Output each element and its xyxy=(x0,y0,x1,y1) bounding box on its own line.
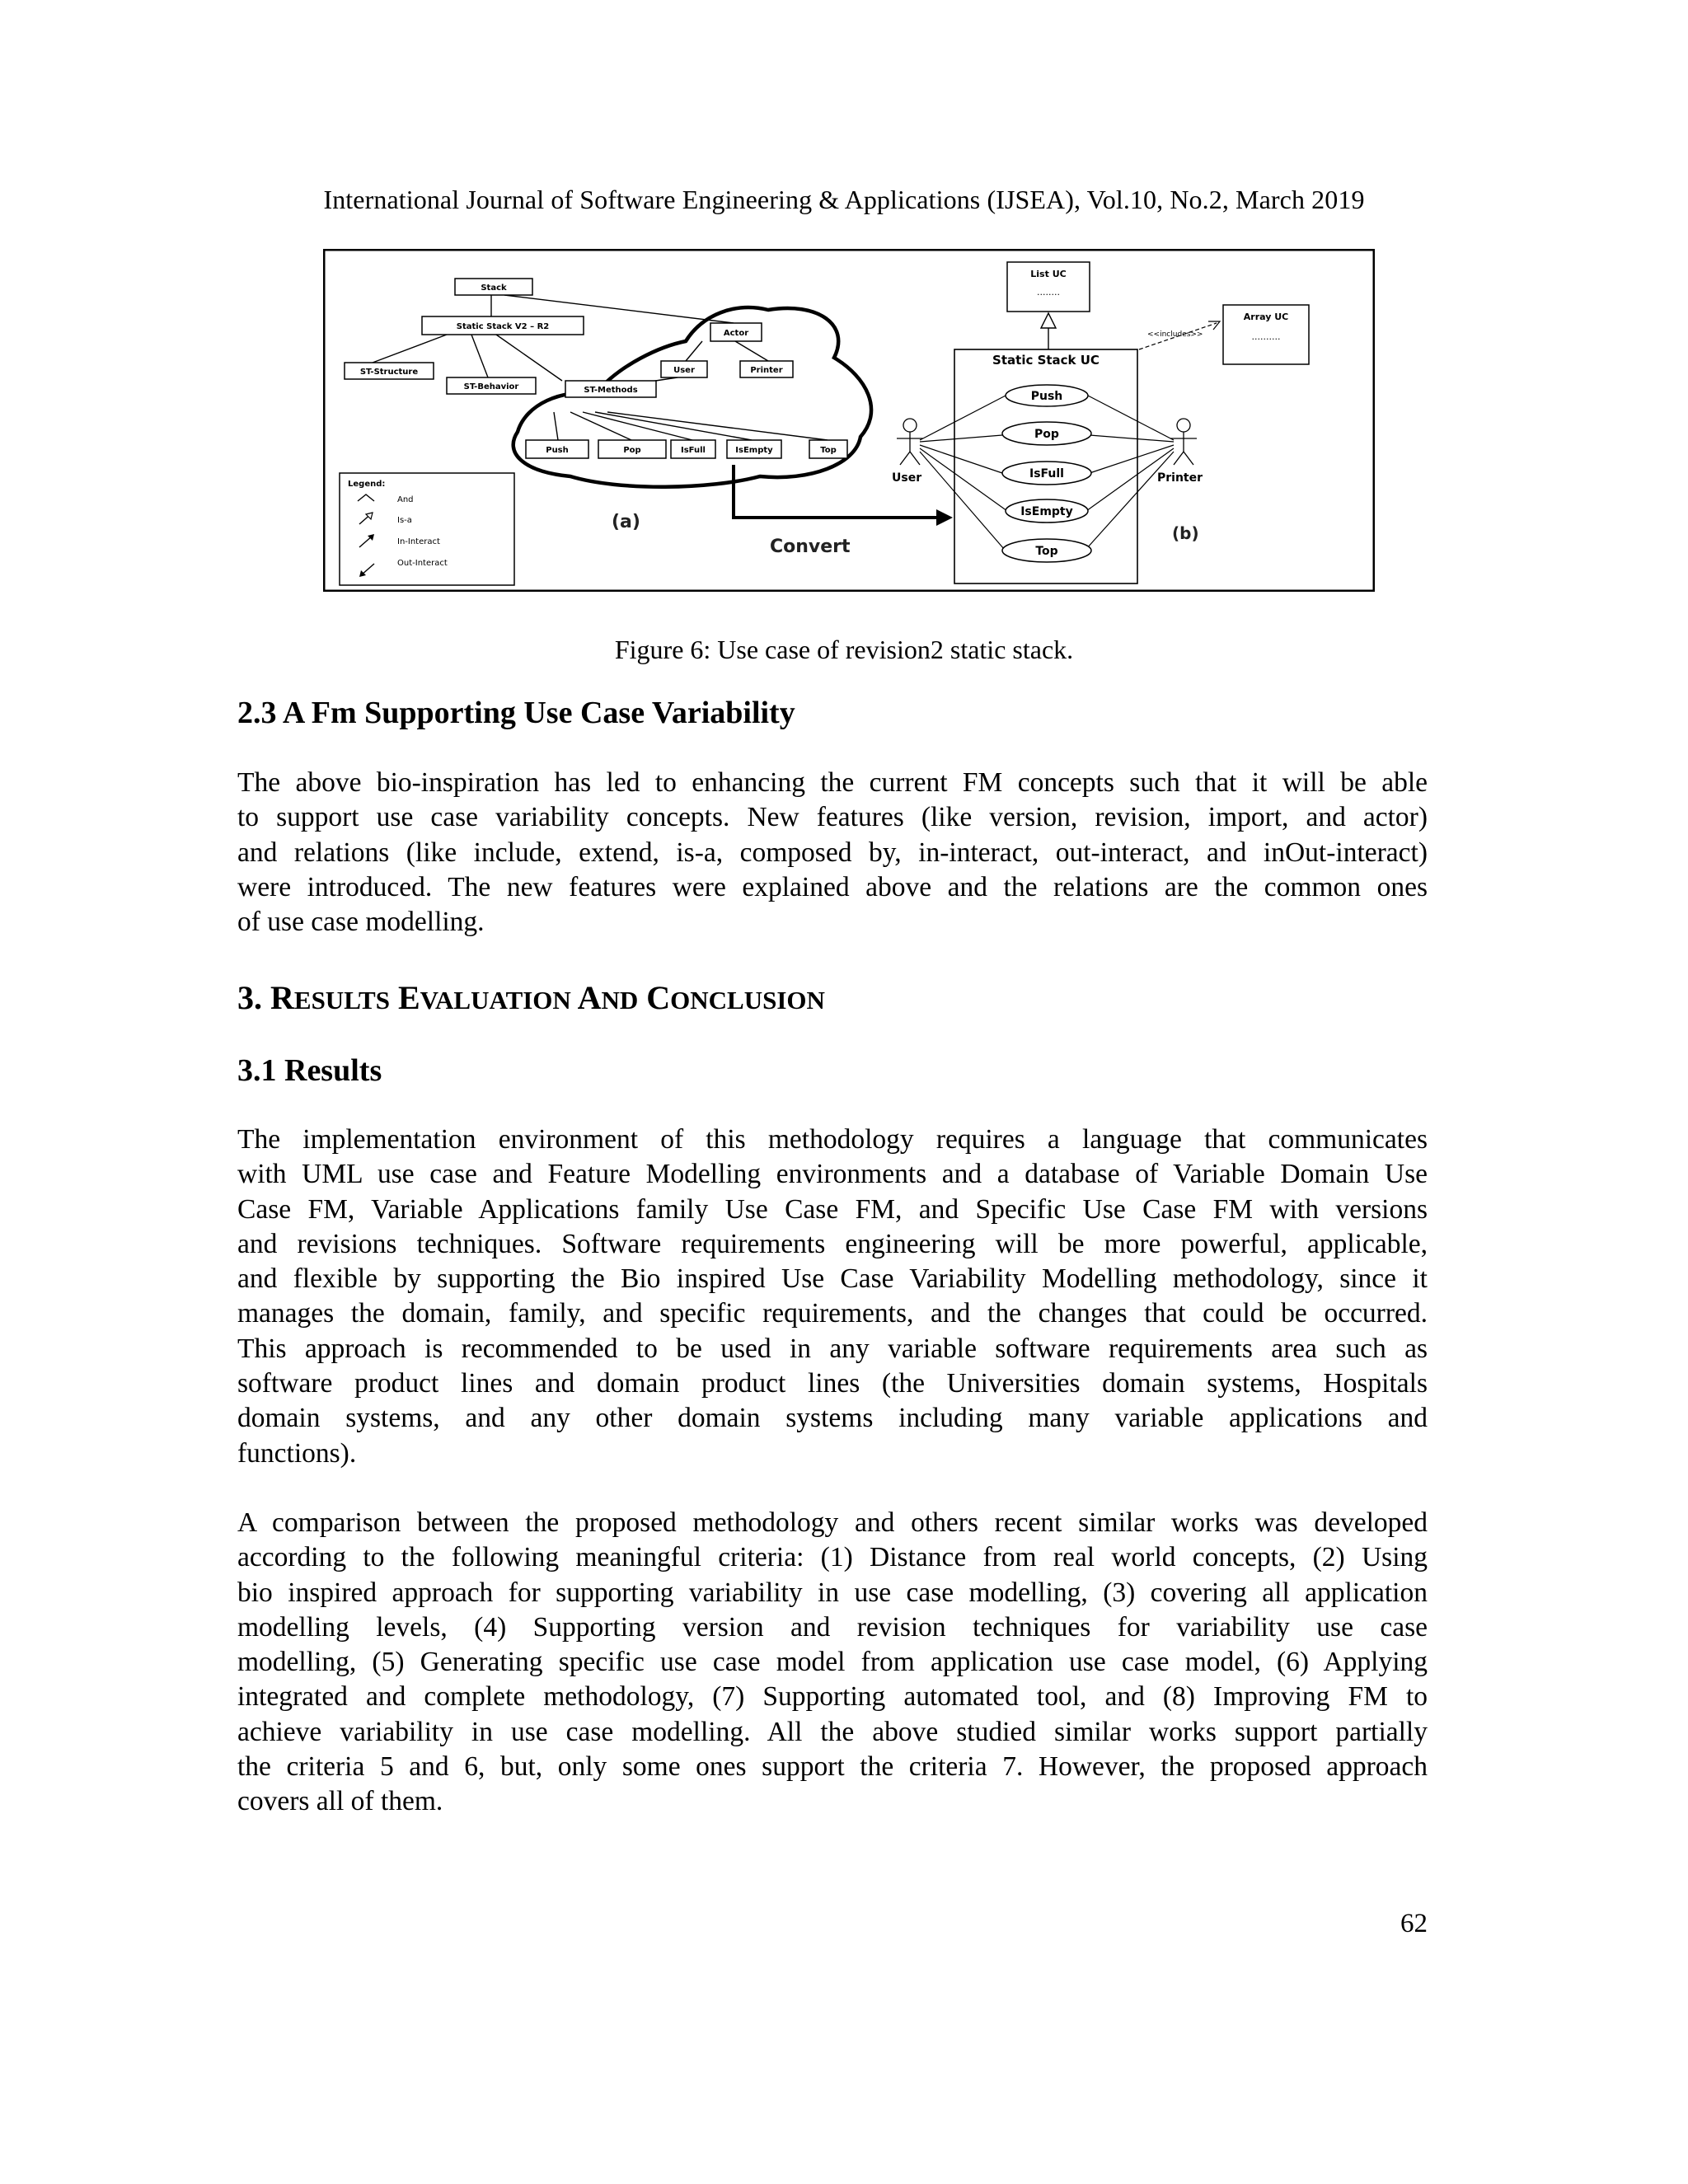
heading-cap: R xyxy=(270,979,294,1016)
use-case-label: IsEmpty xyxy=(1020,505,1073,518)
page-number: 62 xyxy=(1400,1909,1428,1938)
legend-item: And xyxy=(397,495,414,504)
list-uc-label: List UC xyxy=(1030,269,1067,279)
text-line: domain systems, and any other domain systems including many variable applications and xyxy=(237,1403,1428,1434)
legend-box xyxy=(340,473,514,585)
running-head: International Journal of Software Engineering & Applications (IJSEA), Vol.10, No.2, March 2019 xyxy=(323,185,1365,214)
heading-smallcaps: VALUATION xyxy=(420,986,571,1015)
heading-smallcaps: ND xyxy=(601,986,639,1015)
figure-caption: Figure 6: Use case of revision2 static stack. xyxy=(614,635,1074,664)
text-line: software product lines and domain product lines (the Universities domain systems, Hospitals xyxy=(237,1368,1428,1399)
fm-label-version: Static Stack V2 – R2 xyxy=(456,322,550,331)
figure-diagram xyxy=(323,249,1375,592)
use-case-label: IsFull xyxy=(1029,467,1064,480)
text-line: A comparison between the proposed methodology and others recent similar works was developed xyxy=(237,1507,1428,1538)
text-line: The implementation environment of this methodology requires a language that communicates xyxy=(237,1124,1428,1155)
list-uc-dots: ........ xyxy=(1037,287,1060,298)
heading-cap: A xyxy=(577,979,602,1016)
fm-label-printer: Printer xyxy=(750,366,783,375)
heading-smallcaps: ESULTS xyxy=(293,986,390,1015)
text-line: This approach is recommended to be used in any variable software requirements area such as xyxy=(237,1333,1428,1364)
text-line: and relations (like include, extend, is-a, composed by, in-interact, out-interact, and inOut-interact) xyxy=(237,837,1428,868)
convert-label: Convert xyxy=(770,537,851,557)
text-line: to support use case variability concepts. New features (like version, revision, import, and actor) xyxy=(237,802,1428,833)
user-actor-label: User xyxy=(892,471,922,485)
heading-cap: E xyxy=(397,979,420,1016)
text-line: the criteria 5 and 6, but, only some ones support the criteria 7. However, the proposed approach xyxy=(237,1751,1428,1783)
fm-label-op: Pop xyxy=(623,446,641,455)
array-uc-label: Array UC xyxy=(1243,312,1289,322)
legend-item: Out-Interact xyxy=(397,559,448,568)
text-line: and flexible by supporting the Bio inspired Use Case Variability Modelling methodology, since it xyxy=(237,1263,1428,1295)
fm-label-op: Push xyxy=(546,446,569,455)
panel-label-a: (a) xyxy=(612,512,640,532)
text-line: achieve variability in use case modelling. All the above studied similar works support partially xyxy=(237,1716,1428,1747)
section-number: 3. xyxy=(237,979,262,1016)
fm-label-op: Top xyxy=(820,446,837,455)
text-line: were introduced. The new features were explained above and the relations are the common ones xyxy=(237,871,1428,902)
paragraph-results-2 xyxy=(237,1506,1428,1820)
section-heading-3 xyxy=(237,978,825,1017)
paragraph-2-3 xyxy=(237,766,1428,940)
text-line: of use case modelling. xyxy=(237,907,485,938)
panel-label-b: (b) xyxy=(1172,523,1199,543)
use-case-label: Pop xyxy=(1034,428,1059,441)
legend xyxy=(340,473,514,585)
text-line: modelling levels, (4) Supporting version and revision techniques for variability use case xyxy=(237,1611,1428,1643)
array-uc-dots: .......... xyxy=(1251,331,1281,342)
legend-item: Is-a xyxy=(397,516,412,525)
text-line: Case FM, Variable Applications family Use Case FM, and Specific Use Case FM with versions xyxy=(237,1193,1428,1225)
section-heading-3-1: 3.1 Results xyxy=(237,1053,382,1088)
text-line: manages the domain, family, and specific requirements, and the changes that could be occurred. xyxy=(237,1298,1428,1329)
text-line: and revisions techniques. Software requirements engineering will be more powerful, applicable, xyxy=(237,1228,1428,1259)
text-line: integrated and complete methodology, (7) Supporting automated tool, and (8) Improving FM to xyxy=(237,1681,1428,1713)
fm-label-op: IsFull xyxy=(681,446,706,455)
legend-title: Legend: xyxy=(348,480,386,489)
text-line: bio inspired approach for supporting variability in use case modelling, (3) covering all application xyxy=(237,1577,1428,1608)
fm-label-user: User xyxy=(673,366,695,375)
text-line: The above bio-inspiration has led to enhancing the current FM concepts such that it will be able xyxy=(237,767,1428,798)
system-label: Static Stack UC xyxy=(992,353,1100,368)
use-case-label: Top xyxy=(1035,545,1058,558)
fm-label-stack: Stack xyxy=(481,284,507,293)
printer-actor-label: Printer xyxy=(1157,471,1203,485)
text-line: modelling, (5) Generating specific use case model from application use case model, (6) Applying xyxy=(237,1647,1428,1678)
fm-label-actor: Actor xyxy=(723,329,749,338)
text-line: with UML use case and Feature Modelling environments and a database of Variable Domain Use xyxy=(237,1159,1428,1190)
includes-label: <<includes>> xyxy=(1147,330,1203,339)
text-line: functions). xyxy=(237,1437,357,1469)
fm-label-op: IsEmpty xyxy=(735,446,773,455)
heading-smallcaps: ONCLUSION xyxy=(670,986,825,1015)
fm-label-methods: ST-Methods xyxy=(584,386,638,395)
fm-label-structure: ST-Structure xyxy=(359,368,419,377)
section-heading-2-3: 2.3 A Fm Supporting Use Case Variability xyxy=(237,696,795,730)
paragraph-results-1 xyxy=(237,1122,1428,1471)
use-case-label: Push xyxy=(1030,390,1063,403)
text-line: according to the following meaningful criteria: (1) Distance from real world concepts, (2) Using xyxy=(237,1542,1428,1573)
figure-6 xyxy=(323,249,1375,592)
text-line: covers all of them. xyxy=(237,1786,443,1817)
fm-label-behavior: ST-Behavior xyxy=(463,382,519,391)
heading-cap: C xyxy=(646,979,671,1016)
legend-item: In-Interact xyxy=(397,537,440,546)
